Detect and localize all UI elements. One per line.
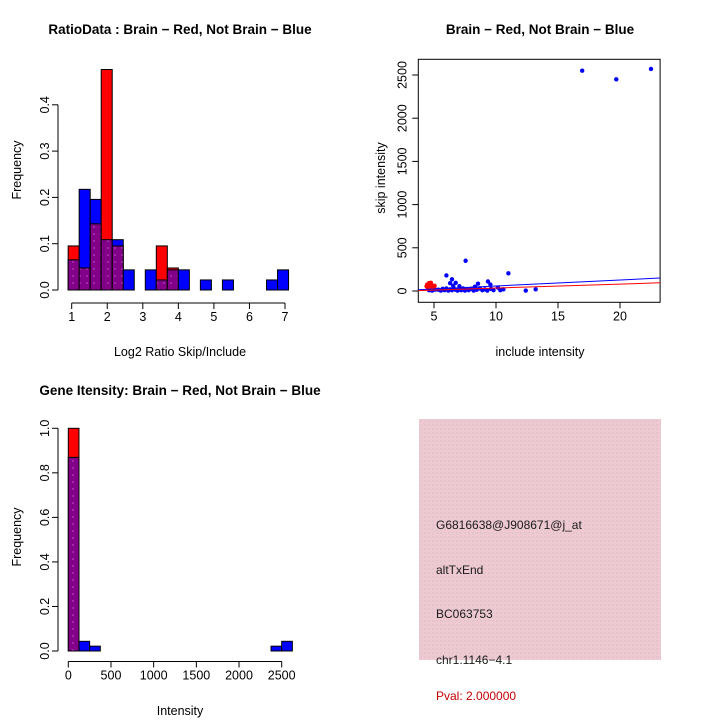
plot-box (418, 59, 660, 302)
y-tick-label: 0.4 (38, 96, 52, 114)
hist-bar-blue (282, 641, 293, 651)
probe-id-text: G6816638@J908671@j_at (436, 518, 582, 532)
x-tick-label: 1 (68, 310, 76, 324)
pval-text: Pval: 2.000000 (436, 689, 517, 703)
gene-histogram-ylabel: Frequency (10, 507, 24, 567)
x-tick-label: 6 (245, 310, 253, 324)
hist-bar-blue (178, 270, 189, 290)
y-tick-label: 0.8 (38, 464, 52, 482)
y-tick-label: 0.0 (38, 281, 52, 299)
gene-histogram-xlabel: Intensity (156, 704, 204, 718)
event-type-text: altTxEnd (436, 563, 484, 577)
hist-bar-blue (278, 270, 289, 290)
y-tick-label: 0.3 (38, 142, 52, 160)
blue-data-point (524, 288, 528, 292)
hist-bar-overlap (68, 457, 79, 651)
hist-bar-overlap (167, 270, 178, 290)
x-tick-label: 0 (64, 668, 72, 683)
panel-gene-histogram (0, 360, 360, 720)
hist-bar-overlap (101, 240, 112, 290)
ratio-histogram-xlabel: Log2 Ratio Skip/Include (113, 345, 247, 359)
x-tick-label: 7 (281, 310, 289, 324)
hist-bar-blue (267, 280, 278, 290)
hist-bar-overlap (90, 224, 101, 290)
y-tick-label: 0.2 (38, 188, 52, 207)
hist-bar-overlap (156, 280, 167, 290)
x-tick-label: 3 (139, 310, 147, 324)
hist-bar-blue (123, 270, 134, 290)
y-tick-label: 500 (395, 237, 410, 259)
scatter-title: Brain − Red, Not Brain − Blue (445, 22, 635, 37)
y-tick-label: 0.4 (38, 553, 52, 571)
blue-data-point (649, 67, 653, 71)
hist-bar-blue (200, 280, 211, 290)
gene-histogram-title: Gene Itensity: Brain − Red, Not Brain − Blue (39, 383, 321, 398)
y-tick-label: 0 (395, 287, 410, 295)
y-tick-label: 1500 (395, 147, 410, 176)
y-tick-label: 1000 (395, 190, 410, 219)
x-tick-label: 10 (489, 309, 503, 324)
hist-bar-blue (271, 646, 282, 651)
y-tick-label: 0.0 (38, 642, 52, 660)
x-tick-label: 4 (174, 310, 182, 324)
y-tick-label: 1.0 (38, 419, 52, 437)
y-tick-label: 2500 (395, 61, 410, 89)
x-tick-label: 2 (103, 310, 111, 324)
accession-text: BC063753 (436, 607, 493, 621)
blue-data-point (506, 271, 510, 275)
x-tick-label: 2500 (267, 668, 296, 683)
panel-info (360, 360, 720, 720)
hist-bar-blue (145, 270, 156, 290)
ratio-histogram-title: RatioData : Brain − Red, Not Brain − Blue (48, 22, 312, 37)
blue-data-point (580, 68, 584, 72)
red-data-point (432, 284, 436, 288)
x-tick-label: 500 (100, 668, 122, 683)
panel-scatter (360, 0, 720, 360)
y-tick-label: 0.1 (38, 235, 52, 253)
hist-bar-overlap (112, 246, 123, 290)
blue-data-point (463, 259, 467, 263)
locus-text: chr1.1146−4.1 (436, 653, 513, 667)
scatter-xlabel: include intensity (495, 345, 585, 359)
y-tick-label: 0.6 (38, 508, 52, 527)
y-tick-label: 0.2 (38, 597, 52, 616)
blue-data-point (614, 77, 618, 81)
hist-bar-overlap (79, 268, 90, 290)
x-tick-label: 1500 (182, 668, 211, 683)
info-box (419, 419, 661, 703)
scatter-ylabel: skip intensity (374, 142, 388, 214)
ratio-histogram-plot (0, 0, 360, 360)
hist-bar-blue (90, 646, 101, 651)
ratio-histogram-ylabel: Frequency (10, 140, 24, 200)
hist-bar-overlap (68, 260, 79, 290)
blue-data-point (444, 273, 448, 277)
x-tick-label: 1000 (139, 668, 168, 683)
blue-data-point (533, 287, 537, 291)
scatter-plot (360, 0, 720, 360)
hist-bar-blue (79, 641, 90, 651)
x-tick-label: 20 (613, 309, 627, 324)
x-tick-label: 2000 (225, 668, 253, 683)
panel-ratio-histogram (0, 0, 360, 360)
x-tick-label: 15 (551, 309, 565, 324)
hist-bar-blue (222, 280, 233, 290)
gene-histogram-plot (0, 360, 360, 720)
x-tick-label: 5 (430, 309, 438, 324)
blue-data-point (450, 277, 454, 281)
x-tick-label: 5 (210, 310, 218, 324)
y-tick-label: 2000 (395, 104, 410, 133)
